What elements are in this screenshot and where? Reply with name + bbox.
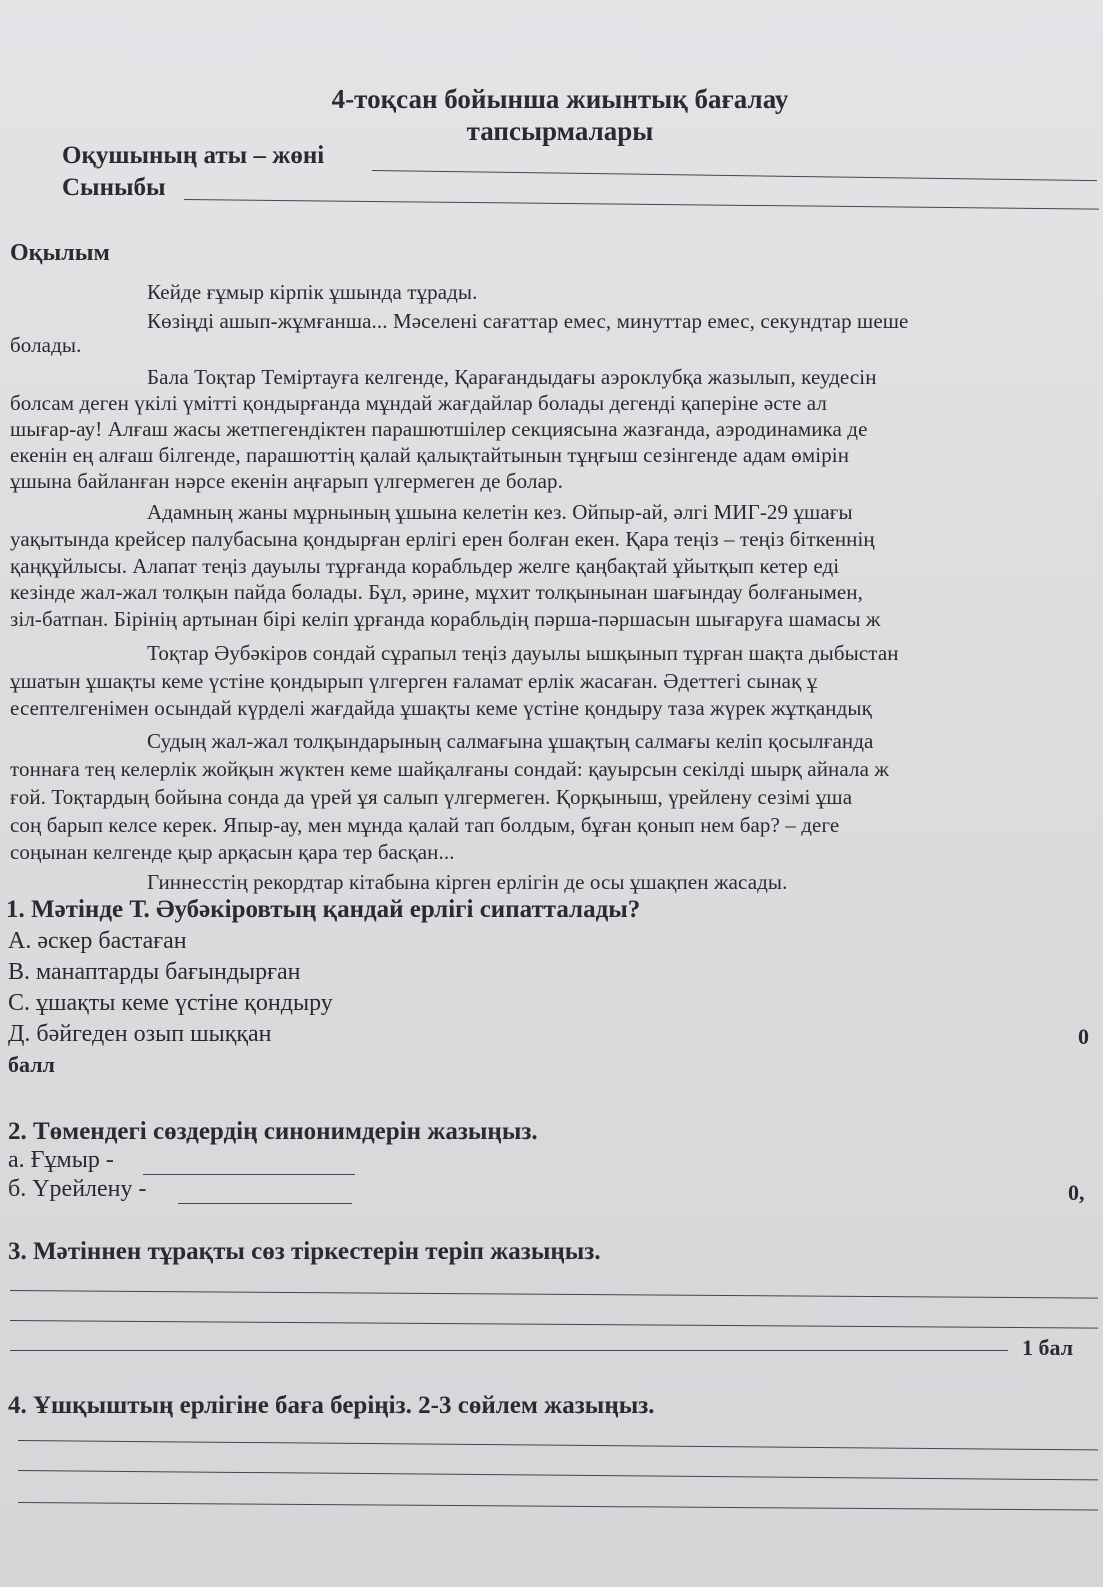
student-name-field[interactable] xyxy=(372,170,1097,181)
q3-answer-line[interactable] xyxy=(10,1350,1008,1351)
q1-score-value: 0 xyxy=(1078,1024,1089,1049)
q2-answer-a-field[interactable] xyxy=(143,1174,355,1175)
reading-heading: Оқылым xyxy=(10,240,110,266)
class-field[interactable] xyxy=(184,199,1099,210)
student-name-label: Оқушының аты – жөні xyxy=(62,142,325,169)
text-line: Судың жал-жал толқындарының салмағына ұшақтың салмағы келіп қосылғанда xyxy=(147,729,874,753)
text-line: соң барып келсе керек. Япыр-ау, мен мұнда қалай тап болдым, бұған қонып нем бар? – деге xyxy=(10,813,840,837)
q2-item-b: б. Үрейлену - xyxy=(8,1176,147,1202)
title-line-1: 4-тоқсан бойынша жиынтық бағалау xyxy=(331,84,789,114)
text-line: шығар-ау! Алғаш жасы жетпегендіктен парашютшілер секциясына жазғанда, аэродинамика де xyxy=(10,417,868,441)
q3-answer-line[interactable] xyxy=(10,1290,1098,1299)
text-line: ұшатын ұшақты кеме үстіне қондырып үлгерген ғаламат ерлік жасаған. Әдеттегі сынақ ұ xyxy=(10,669,818,693)
text-line: Тоқтар Әубәкіров сондай сұрапыл теңіз дауылы ышқынып тұрған шақта дыбыстан xyxy=(147,641,899,665)
text-line: ғой. Тоқтардың бойына сонда да үрей ұя салып үлгермеген. Қорқыныш, үрейлену сезімі ұша xyxy=(10,785,853,809)
text-line: зіл-батпан. Бірінің артынан бірі келіп ұрғанда корабльдің пәрша-пәршасын шығаруға шамасы ж xyxy=(10,607,881,631)
text-line: екенін ең алғаш білгенде, парашюттің қалай қалықтайтынын тұңғыш сезінгенде адам өмірін xyxy=(10,443,850,467)
text-line: Кейде ғұмыр кірпік ұшында тұрады. xyxy=(147,280,478,304)
q4-answer-line[interactable] xyxy=(18,1440,1098,1450)
q3-score: 1 бал xyxy=(1022,1335,1074,1360)
q4-answer-line[interactable] xyxy=(18,1470,1098,1480)
q2-score: 0, xyxy=(1068,1180,1085,1205)
text-line: болсам деген үкілі үмітті қондырғанда мұндай жағдайлар болады дегенді қаперіне әсте ал xyxy=(10,391,827,415)
text-line: Адамның жаны мұрнының ұшына келетін кез. Ойпыр-ай, әлгі МИГ-29 ұшағы xyxy=(147,500,853,524)
question-3: 3. Мәтіннен тұрақты сөз тіркестерін теріп жазыңыз. xyxy=(8,1238,601,1265)
q2-answer-b-field[interactable] xyxy=(178,1203,352,1204)
text-line: уақытында крейсер палубасына қондырған ерлігі ерен болған екен. Қара теңіз – теңіз біткеннің xyxy=(10,527,875,551)
title-line-2: тапсырмалары xyxy=(466,116,654,146)
text-line: болады. xyxy=(10,333,82,357)
text-line: Көзіңді ашып-жұмғанша... Мәселені сағаттар емес, минуттар емес, секундтар шеше xyxy=(147,309,909,333)
question-4: 4. Ұшқыштың ерлігіне баға беріңіз. 2-3 сөйлем жазыңыз. xyxy=(8,1392,655,1419)
text-line: кезінде жал-жал толқын пайда болады. Бұл, әрине, мұхит толқынынан шағындау болғанымен, xyxy=(10,580,863,604)
text-line: ұшына байланған нәрсе екенін аңғарып үлгермеген де болар. xyxy=(10,469,563,493)
q1-option-b[interactable]: В. манаптарды бағындырған xyxy=(8,959,301,985)
q1-option-a[interactable]: А. әскер бастаған xyxy=(8,928,187,954)
text-line: тоннаға тең келерлік жойқын жүктен кеме шайқалғаны сондай: қауырсын секілді шырқ айнала ж xyxy=(10,757,889,781)
text-line: Бала Toқтар Теміртауға келгенде, Қарағандыдағы аэроклубқа жазылып, кеудесін xyxy=(147,365,877,389)
q1-option-c[interactable]: С. ұшақты кеме үстіне қондыру xyxy=(8,990,333,1016)
q3-answer-line[interactable] xyxy=(10,1320,1098,1329)
text-line: қаңқұйлысы. Алапат теңіз дауылы тұрғанда корабльдер желге қаңбақтай ұйытқып кетер еді xyxy=(10,554,840,578)
q1-score-unit: балл xyxy=(8,1052,55,1077)
text-line: есептелгенімен осындай күрделі жағдайда ұшақты кеме үстіне қондыру таза жүрек жұтқандық xyxy=(10,696,872,720)
q1-option-d[interactable]: Д. бәйгеден озып шыққан xyxy=(8,1021,272,1047)
question-1: 1. Мәтінде Т. Әубәкіровтың қандай ерлігі сипатталады? xyxy=(6,896,641,923)
text-line: соңынан келгенде қыр арқасын қара тер басқан... xyxy=(10,840,455,864)
question-2: 2. Төмендегі сөздердің синонимдерін жазыңыз. xyxy=(8,1118,538,1145)
q2-item-a: а. Ғұмыр - xyxy=(8,1147,114,1173)
class-label: Сыныбы xyxy=(62,174,166,201)
q4-answer-line[interactable] xyxy=(18,1502,1098,1511)
text-line: Гиннесстің рекордтар кітабына кірген ерлігін де осы ұшақпен жасады. xyxy=(147,870,788,894)
